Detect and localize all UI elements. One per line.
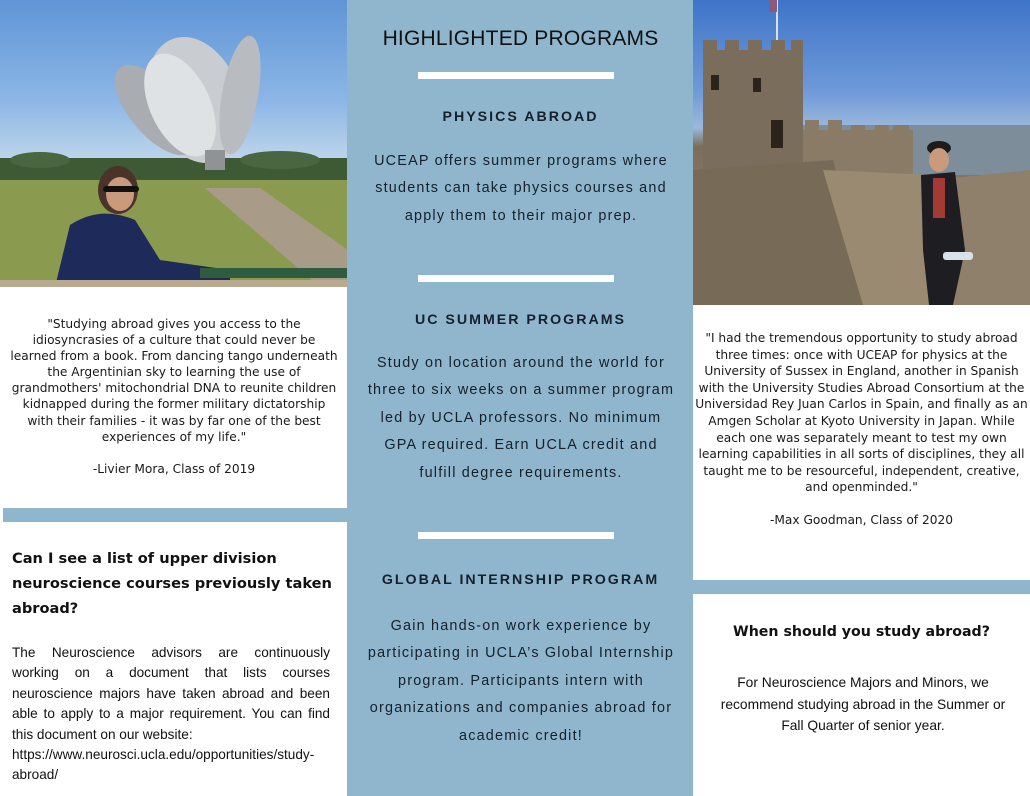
divider-line	[418, 72, 614, 79]
study-abroad-website-link[interactable]: https://www.neurosci.ucla.edu/opportunities/study-abroad/	[12, 747, 315, 783]
divider-line	[418, 275, 614, 282]
castle-illustration	[693, 0, 1030, 305]
testimonial-attribution: -Livier Mora, Class of 2019	[92, 461, 256, 476]
program-heading-uc-summer: UC SUMMER PROGRAMS	[415, 312, 626, 328]
testimonial-attribution: -Max Goodman, Class of 2020	[770, 512, 953, 527]
faq-answer-when-study-abroad: For Neuroscience Majors and Minors, we recommend studying abroad in the Summer or Fall Quarter of senior year.	[720, 675, 1006, 733]
program-body-uc-summer: Study on location around the world for three to six weeks on a summer program led by UCLA professors. No minimum GPA required. Earn UCLA credit and fulfill degree requirements.	[367, 355, 675, 481]
flower-sculpture-illustration	[0, 0, 348, 287]
testimonial-text: "Studying abroad gives you access to the idiosyncrasies of a culture that could never be learned from a book. From dancing tango underneath the Argentinian sky to learning the use of grandmothers' mitochondrial DNA to reunite children kidnapped during the former military dictatorship with their families - it was by far one of the best experiences of my life."	[10, 317, 338, 444]
divider-line	[418, 532, 614, 539]
testimonial-livier-mora	[10, 316, 338, 477]
program-heading-physics-abroad: PHYSICS ABROAD	[442, 109, 599, 125]
faq-answer-text: The Neuroscience advisors are continuously working on a document that lists courses neuroscience majors have taken abroad and been able to apply to a major requirement. You can find this document on our website:	[12, 645, 330, 742]
testimonial-text: "I had the tremendous opportunity to study abroad three times: once with UCEAP for physics at the University of Sussex in England, another in Spanish with the University Studies Abroad Consortium at the Universidad Rey Juan Carlos in Spain, and finally as an Amgen Scholar at Kyoto University in Japan. While each one was separately meant to test my own learning capabilities in all sorts of disciplines, they all taught me to be resourceful, independent, creative, and openminded."	[695, 331, 1028, 495]
highlighted-programs-title: HIGHLIGHTED PROGRAMS	[382, 27, 659, 50]
testimonial-max-goodman	[695, 330, 1028, 529]
program-body-physics-abroad: UCEAP offers summer programs where students can take physics courses and apply them to their major prep.	[374, 153, 668, 224]
highlighted-programs-panel	[348, 0, 693, 796]
program-body-global-internship: Gain hands-on work experience by participating in UCLA’s Global Internship program. Participants intern with organizations and companies abroad for academic credit!	[367, 618, 675, 744]
photo-woman-flower-sculpture	[0, 0, 348, 287]
faq-question-when-study-abroad: When should you study abroad?	[733, 624, 990, 640]
faq-answer-course-list	[12, 643, 330, 786]
program-heading-global-internship: GLOBAL INTERNSHIP PROGRAM	[381, 572, 660, 588]
section-divider-band	[3, 508, 348, 522]
faq-question-course-list: Can I see a list of upper division neuroscience courses previously taken abroad?	[12, 550, 332, 617]
section-divider-band	[693, 580, 1030, 594]
photo-man-castle-walls	[693, 0, 1030, 305]
